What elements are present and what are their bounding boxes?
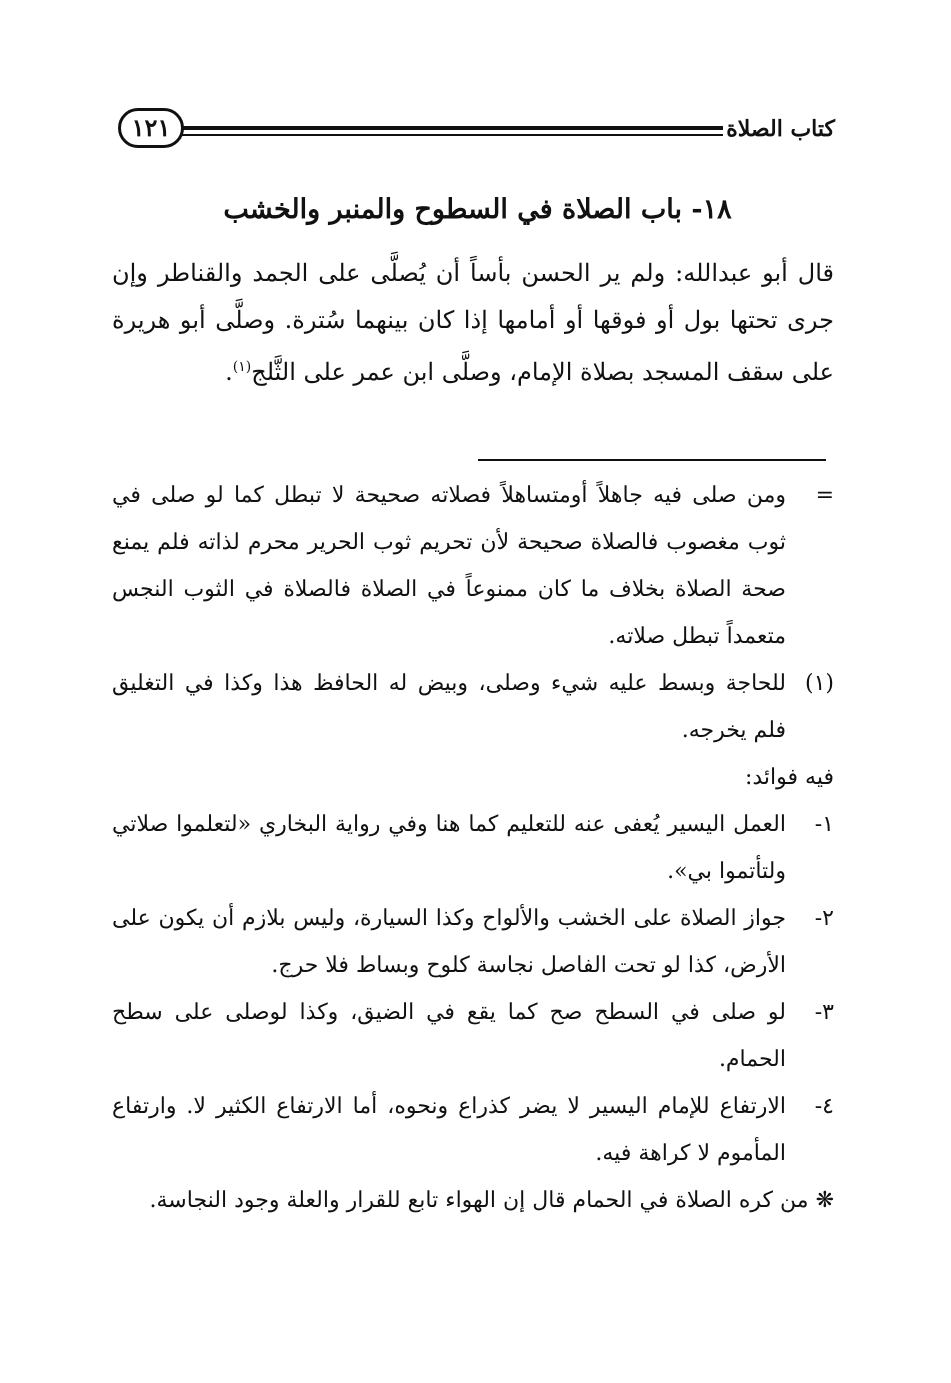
- footnote-1: [112, 660, 834, 754]
- benefit-text: لو صلى في السطح صح كما يقع في الضيق، وكذا لوصلى على سطح الحمام.: [112, 1000, 786, 1072]
- continuation-marker: =: [815, 483, 834, 508]
- footnote-separator: [478, 459, 826, 461]
- main-paragraph-text: قال أبو عبدالله: ولم ير الحسن بأساً أن يُصلَّى على الجمد والقناطر وإن جرى تحتها بول أو فوقها أو أمامها إذا كان بينهما سُترة. وصلَّى أبو هريرة على سقف المسجد بصلاة الإمام، وصلَّى ابن عمر على الثَّلج: [112, 259, 834, 386]
- header-rule-thin: [182, 134, 723, 136]
- star-icon: ❋: [815, 1188, 834, 1213]
- star-note: [112, 1177, 834, 1224]
- benefit-item: [112, 801, 834, 895]
- chapter-heading: ١٨- باب الصلاة في السطوح والمنبر والخشب: [223, 194, 732, 225]
- header-rule-thick: [182, 126, 723, 130]
- benefits-heading: فيه فوائد:: [744, 765, 834, 790]
- footnote-1-marker: (١): [804, 671, 834, 696]
- benefit-item: [112, 1083, 834, 1177]
- main-paragraph: [112, 250, 834, 396]
- benefit-text: جواز الصلاة على الخشب والألواح وكذا السيارة، وليس بلازم أن يكون على الأرض، كذا لو تحت الفاصل نجاسة كلوح وبساط فلا حرج.: [112, 906, 786, 978]
- benefit-text: العمل اليسير يُعفى عنه للتعليم كما هنا وفي رواية البخاري «لتعلموا صلاتي ولتأتموا بي».: [112, 812, 786, 884]
- benefit-item: [112, 895, 834, 989]
- footnote-1-text: للحاجة وبسط عليه شيء وصلى، وبيض له الحافظ هذا وكذا في التغليق فلم يخرجه.: [112, 671, 786, 743]
- page-header: [110, 108, 835, 158]
- footnote-continuation: [112, 472, 834, 660]
- benefit-item: [112, 989, 834, 1083]
- benefit-marker: ١-: [814, 812, 834, 837]
- benefit-text: الارتفاع للإمام اليسير لا يضر كذراع ونحوه، أما الارتفاع الكثير لا. وارتفاع المأموم لا كراهة فيه.: [112, 1094, 786, 1166]
- benefit-marker: ٢-: [814, 906, 834, 931]
- header-rule: [182, 126, 723, 138]
- star-note-text: من كره الصلاة في الحمام قال إن الهواء تابع للقرار والعلة وجود النجاسة.: [149, 1188, 809, 1213]
- continuation-text: ومن صلى فيه جاهلاً أومتساهلاً فصلاته صحيحة لا تبطل كما لو صلى في ثوب مغصوب فالصلاة صحيحة لأن تحريم ثوب الحرير محرم لذاته فلم يمنع صحة الصلاة بخلاف ما كان ممنوعاً في الصلاة فالصلاة في الثوب النجس متعمداً تبطل صلاته.: [112, 483, 786, 649]
- main-paragraph-end: .: [225, 358, 233, 386]
- footnotes-section: [112, 472, 834, 1224]
- page-number: ١٢١: [118, 108, 184, 148]
- benefit-marker: ٤-: [814, 1094, 834, 1119]
- benefit-marker: ٣-: [814, 1000, 834, 1025]
- footnote-reference: (١): [232, 359, 252, 375]
- running-title: كتاب الصلاة: [726, 116, 835, 142]
